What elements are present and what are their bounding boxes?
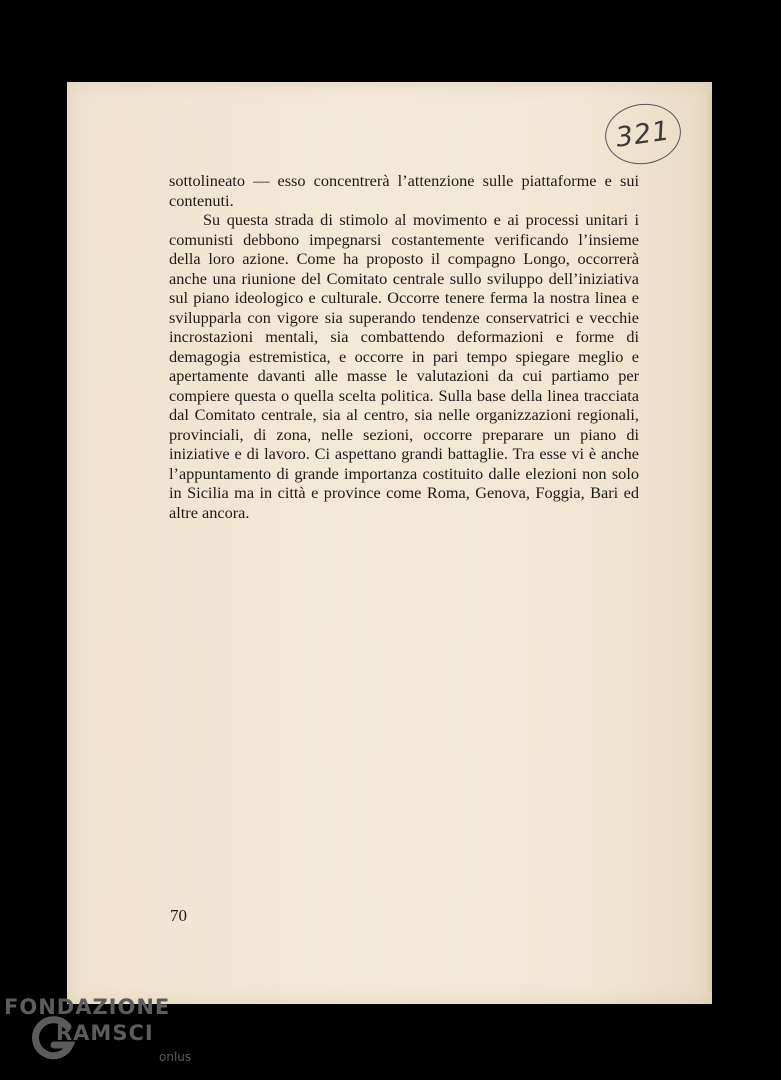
paragraph-1: sottolineato — esso concentrerà l’attenzione sulle piattaforme e sui contenuti. [169,171,639,210]
archive-number-stamp: 321 [601,99,685,169]
body-text [169,171,639,522]
paragraph-2: Su questa strada di stimolo al movimento e ai processi unitari i comunisti debbono impegnarsi costantemente verificando l’insieme della loro azione. Come ha proposto il compagno Longo, occorrerà anche una riunione del Comitato centrale sullo sviluppo dell’iniziativa sul piano ideologico e culturale. Occorre tenere ferma la nostra linea e svilupparla con vigore sia superando tendenze conservatrici e vecchie incrostazioni mentali, sia combattendo deformazioni e forme di demagogia estremistica, e occorre in pari tempo spiegare meglio e apertamente davanti alle masse le valutazioni da cui partiamo per compiere questa o quella scelta politica. Sulla base della linea tracciata dal Comitato centrale, sia al centro, sia nelle organizzazioni regionali, provinciali, di zona, nelle sezioni, occorre preparare un piano di iniziative e di lavoro. Ci aspettano grandi battaglie. Tra esse vi è anche l’appuntamento di grande importanza costituito dalle elezioni non solo in Sicilia ma in città e province come Roma, Genova, Foggia, Bari ed altre ancora. [169,210,639,522]
logo-onlus: onlus [159,1050,192,1064]
page-number: 70 [170,906,187,925]
page-edge [704,92,712,992]
logo-text-line2: RAMSCI [56,1021,154,1045]
document-page [67,82,712,1004]
logo-text-line1: FONDAZIONE [4,995,171,1019]
fondazione-gramsci-logo [4,995,194,1075]
